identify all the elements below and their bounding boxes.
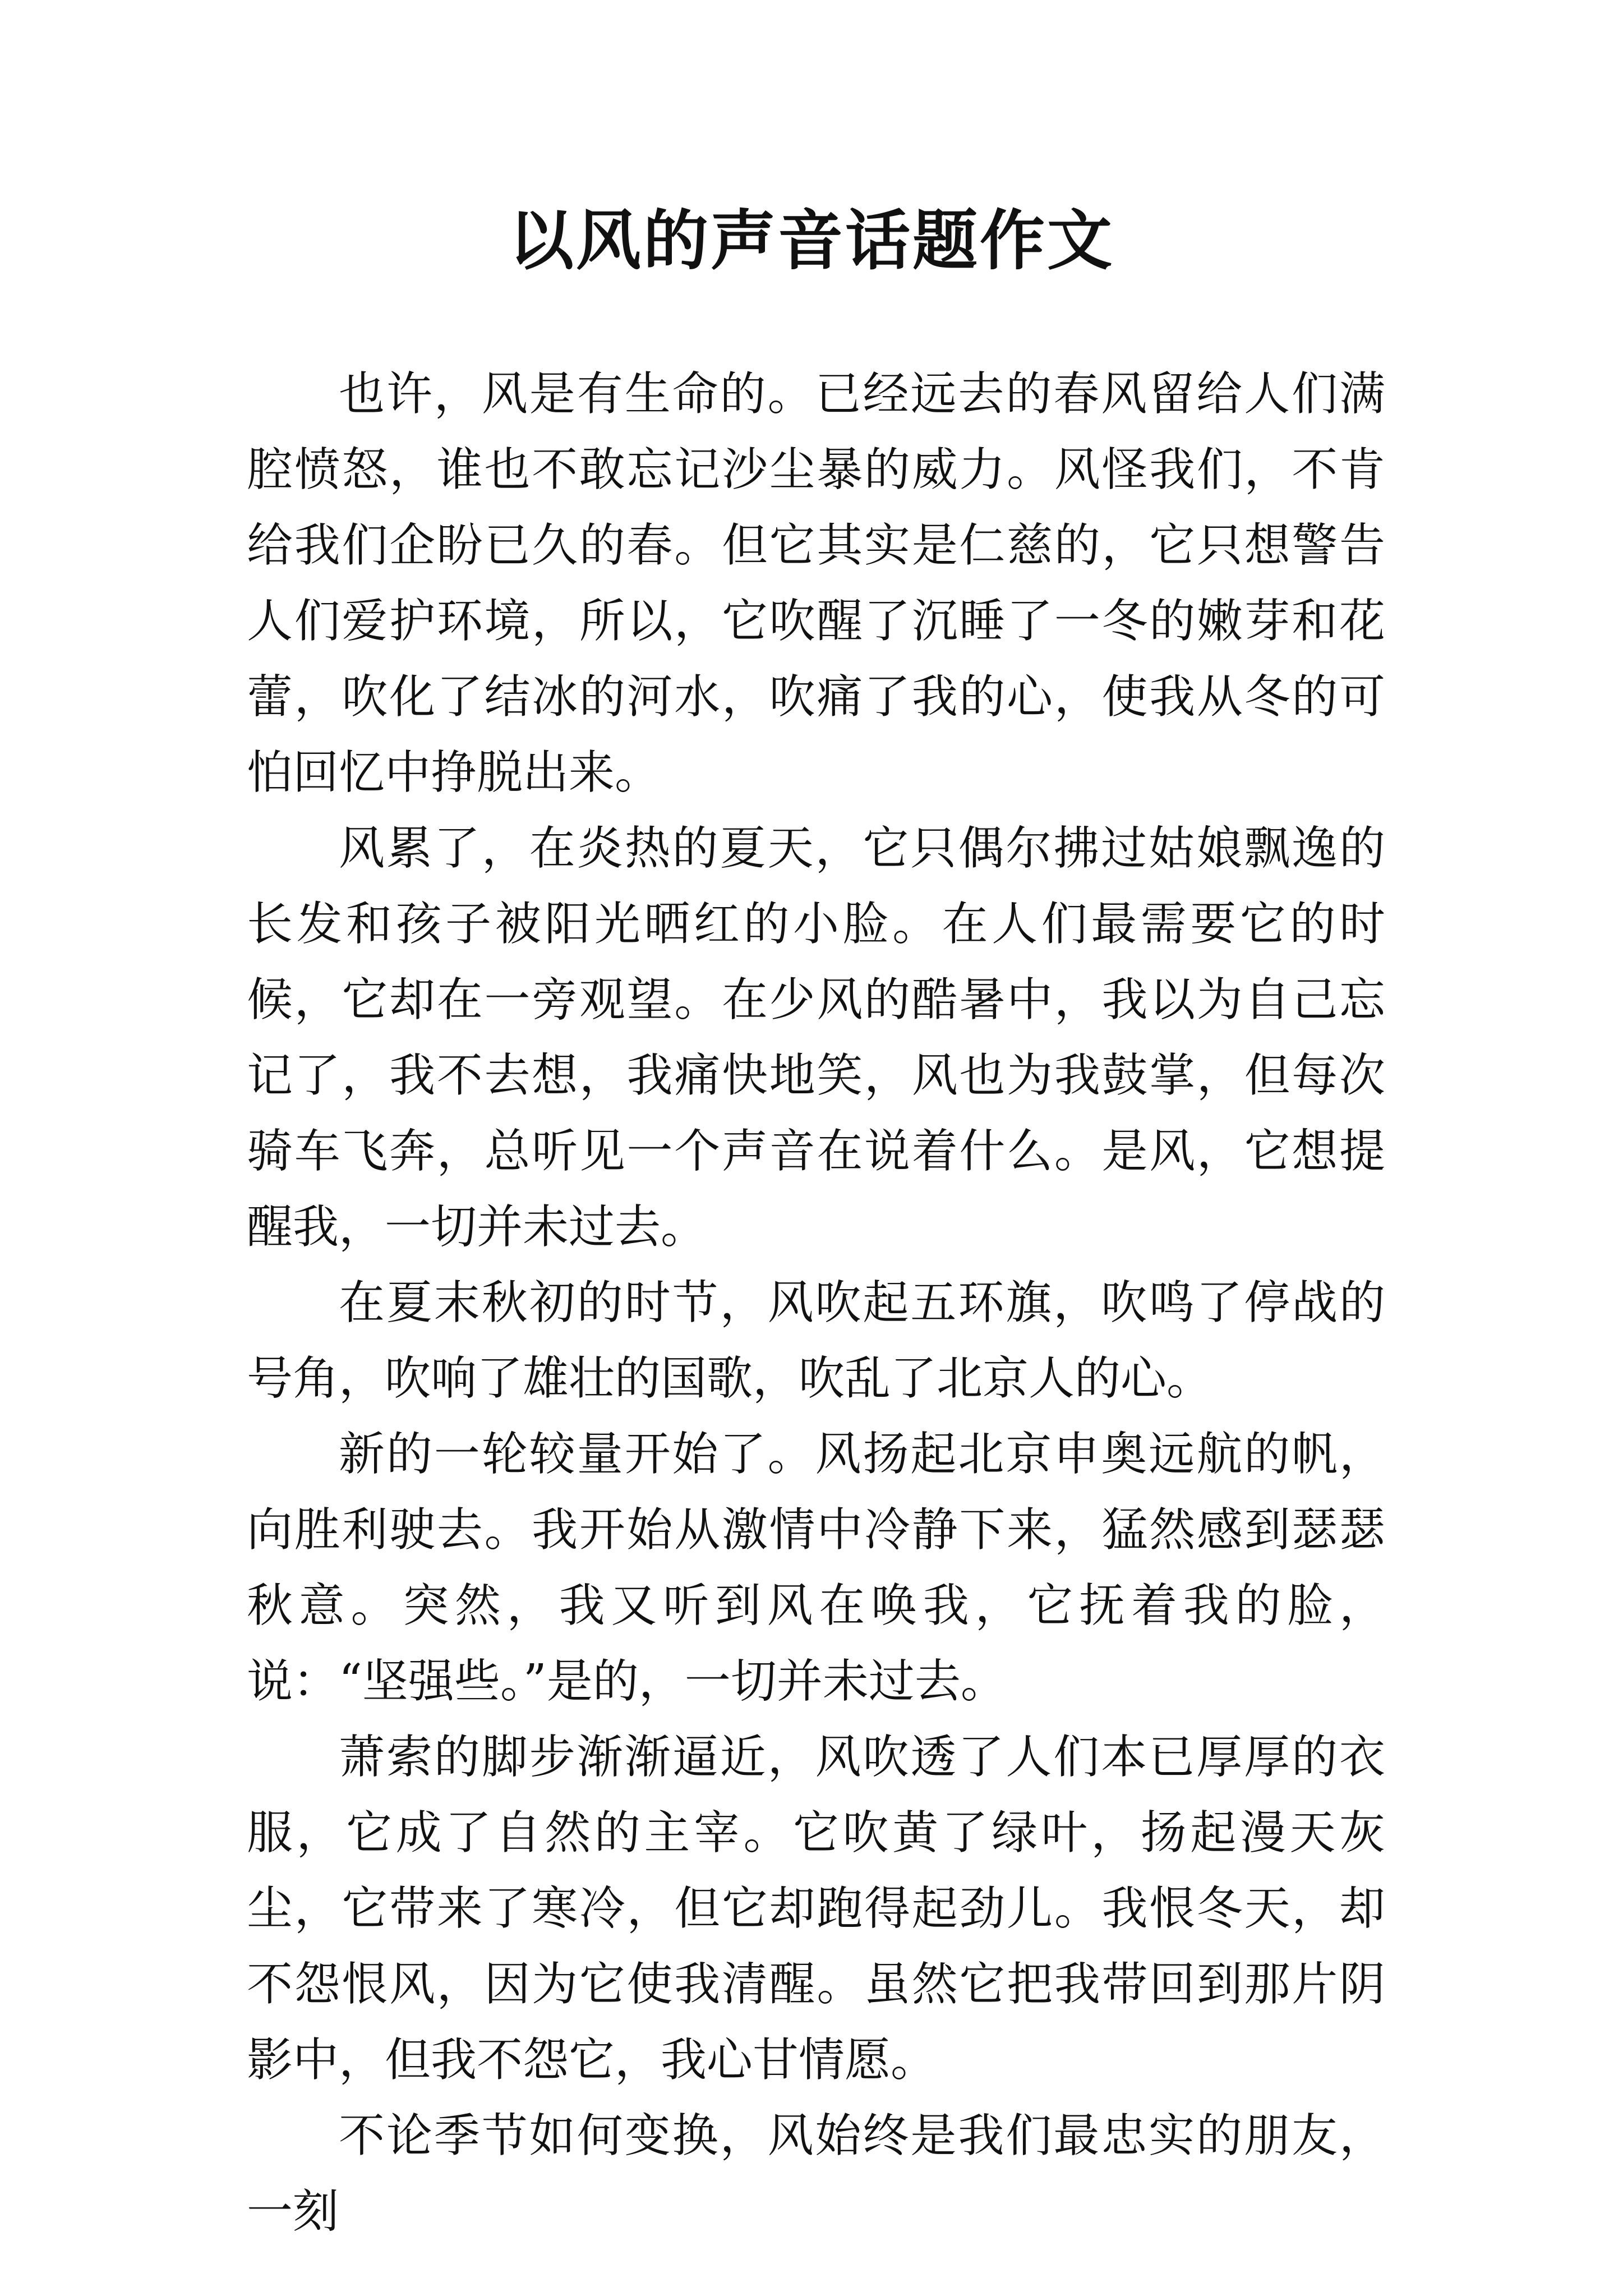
paragraph: 萧索的脚步渐渐逼近，风吹透了人们本已厚厚的衣服，它成了自然的主宰。它吹黄了绿叶，扬起漫天灰尘，它带来了寒冷，但它却跑得起劲儿。我恨冬天，却不怨恨风，因为它使我清醒。虽然它把我带回到那片阴影中，但我不怨它，我心甘情愿。 <box>247 1731 1385 2087</box>
document-body <box>247 356 1385 2249</box>
paragraph: 风累了，在炎热的夏天，它只偶尔拂过姑娘飘逸的长发和孩子被阳光晒红的小脸。在人们最需要它的时候，它却在一旁观望。在少风的酷暑中，我以为自己忘记了，我不去想，我痛快地笑，风也为我鼓掌，但每次骑车飞奔，总听见一个声音在说着什么。是风，它想提醒我，一切并未过去。 <box>247 822 1385 1254</box>
paragraph: 在夏末秋初的时节，风吹起五环旗，吹鸣了停战的号角，吹响了雄壮的国歌，吹乱了北京人的心。 <box>247 1276 1385 1405</box>
paragraph: 不论季节如何变换，风始终是我们最忠实的朋友，一刻 <box>247 2109 1385 2238</box>
document-title: 以风的声音话题作文 <box>509 203 1114 279</box>
paragraph: 新的一轮较量开始了。风扬起北京申奥远航的帆，向胜利驶去。我开始从激情中冷静下来，猛然感到瑟瑟秋意。突然，我又听到风在唤我，它抚着我的脸，说：“坚强些。”是的，一切并未过去。 <box>247 1428 1385 1708</box>
paragraph: 也许，风是有生命的。已经远去的春风留给人们满腔愤怒，谁也不敢忘记沙尘暴的威力。风怪我们，不肯给我们企盼已久的春。但它其实是仁慈的，它只想警告人们爱护环境，所以，它吹醒了沉睡了一冬的嫩芽和花蕾，吹化了结冰的河水，吹痛了我的心，使我从冬的可怕回忆中挣脱出来。 <box>247 367 1385 799</box>
